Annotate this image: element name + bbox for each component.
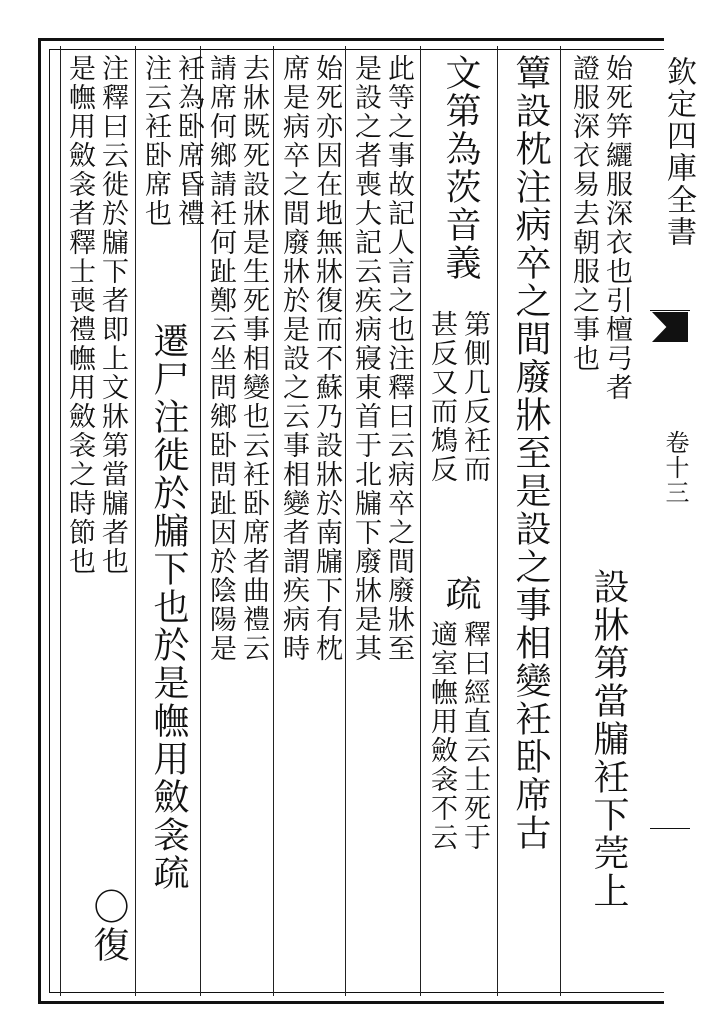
main-text-line: 疏 — [440, 575, 481, 613]
annotation-line: 注釋曰云徙於牖下者即上文牀第當牖者也 — [97, 54, 128, 576]
annotation-line: 去牀既死設牀是生死事相變也云衽卧席者曲禮云 — [238, 54, 269, 663]
annotation-line: 適室幠用斂衾不云 — [426, 620, 457, 852]
column-rule — [273, 46, 274, 996]
main-text-line: 簟設枕注病卒之間廢牀至是設之事相變衽卧席古 — [510, 54, 551, 852]
volume-label: 卷十三 — [661, 430, 689, 505]
column-rule — [345, 46, 346, 996]
main-text-line: 遷尸注徙於牖下也於是幠用斂衾疏 — [148, 322, 189, 892]
annotation-line: 第側几反衽而 — [459, 310, 490, 484]
margin-divider — [650, 310, 690, 311]
main-text-line: 〇復 — [88, 888, 129, 964]
annotation-line: 是幠用斂衾者釋士喪禮幠用斂衾之時節也 — [64, 54, 95, 576]
annotation-line: 始死笄纚服深衣也引檀弓者 — [601, 54, 632, 402]
text-column — [570, 54, 630, 402]
column-rule — [560, 46, 561, 996]
text-column — [66, 54, 126, 576]
text-column — [352, 54, 412, 663]
page-margin — [650, 0, 696, 1024]
text-column — [142, 54, 202, 228]
annotation-line: 請席何鄉請衽何趾鄭云坐問鄉卧問趾因於陰陽是 — [205, 54, 236, 663]
book-title: 欽定四庫全書 — [661, 56, 696, 248]
annotation-line: 釋曰經直云士死于 — [459, 620, 490, 852]
text-column — [428, 310, 488, 484]
annotation-line: 證服深衣易去朝服之事也 — [568, 54, 599, 373]
annotation-line: 是設之者喪大記云疾病寢東首于北牖下廢牀是其 — [350, 54, 381, 663]
column-rule — [497, 46, 498, 996]
text-column — [207, 54, 267, 663]
margin-divider-lower — [650, 828, 690, 829]
column-rule — [135, 46, 136, 996]
annotation-line: 始死亦因在地無牀復而不蘇乃設牀於南牖下有枕 — [311, 54, 342, 663]
main-text-line: 設牀第當牖衽下莞上 — [588, 568, 629, 910]
annotation-line: 此等之事故記人言之也注釋曰云病卒之間廢牀至 — [383, 54, 414, 663]
annotation-line: 甚反又而鴆反 — [426, 310, 457, 484]
main-text-line: 文第為茨音義 — [440, 54, 481, 282]
fish-tail-mark-icon — [652, 312, 688, 342]
text-column — [428, 620, 488, 852]
column-rule — [60, 46, 61, 996]
column-rule — [420, 46, 421, 996]
annotation-line: 注云衽卧席也 — [140, 54, 171, 228]
annotation-line: 席是病卒之間廢牀於是設之云事相變者謂疾病時 — [278, 54, 309, 663]
annotation-line: 衽為卧席昏禮 — [173, 54, 204, 228]
text-column — [280, 54, 340, 663]
